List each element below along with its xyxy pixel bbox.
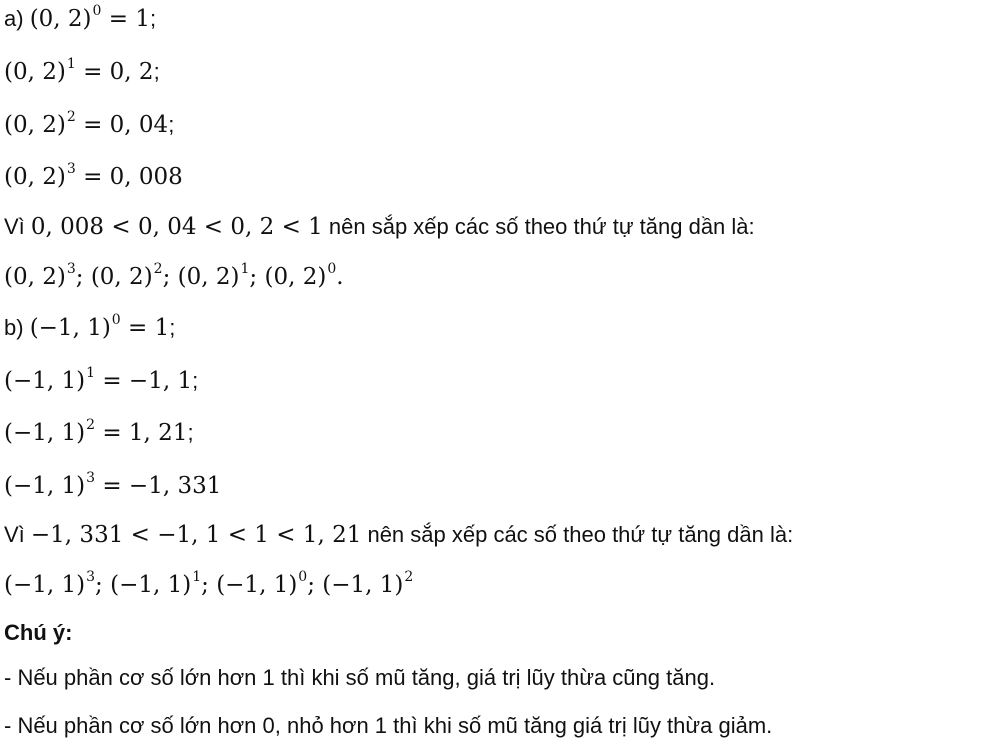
part-a-line-1: (0, 2)$^1$ = 0, 2;: [4, 56, 160, 85]
part-b-comparison: Vì −1, 331 < −1, 1 < 1 < 1, 21 nên sắp xếp các số theo thứ tự tăng dần là:: [4, 522, 794, 548]
inequality-chain: 0, 008 < 0, 04 < 0, 2 < 1: [30, 214, 323, 240]
part-b-order: [4, 570, 413, 603]
part-a-line-2: (0, 2)$^2$ = 0, 04;: [4, 109, 175, 138]
part-a-label: a): [4, 6, 24, 31]
part-b-line-0: b) (−1, 1)$^0$ = 1;: [4, 312, 176, 341]
power-expression: (0, 2)$^2$ = 0, 04: [4, 109, 169, 138]
note-item-1: - Nếu phần cơ số lớn hơn 1 thì khi số mũ tăng, giá trị lũy thừa cũng tăng.: [4, 665, 716, 690]
inequality-chain: −1, 331 < −1, 1 < 1 < 1, 21: [30, 522, 362, 548]
ordered-powers: (0, 2)$^3$; (0, 2)$^2$; (0, 2)$^1$; (0, 2)$^0$.: [4, 261, 344, 290]
part-b-line-3: [4, 471, 221, 504]
part-a-order: [4, 262, 344, 295]
part-b-line-2: (−1, 1)$^2$ = 1, 21;: [4, 417, 194, 446]
note-item-2: - Nếu phần cơ số lớn hơn 0, nhỏ hơn 1 thì khi số mũ tăng giá trị lũy thừa giảm.: [4, 713, 773, 738]
power-expression: (−1, 1)$^1$ = −1, 1: [4, 365, 193, 394]
part-a-line-0: a) (0, 2)$^0$ = 1;: [4, 3, 157, 32]
power-expression: (−1, 1)$^0$ = 1: [29, 312, 170, 341]
ordered-powers: (−1, 1)$^3$; (−1, 1)$^1$; (−1, 1)$^0$; (−1, 1)$^2$: [4, 569, 414, 598]
power-expression: (0, 2)$^0$ = 1: [29, 3, 150, 32]
power-expression: (−1, 1)$^2$ = 1, 21: [4, 417, 188, 446]
part-b-label: b): [4, 315, 24, 340]
power-expression: (−1, 1)$^3$ = −1, 331: [4, 470, 222, 499]
note-title: Chú ý:: [4, 620, 73, 645]
power-expression: (0, 2)$^3$ = 0, 008: [4, 161, 183, 190]
part-a-line-3: [4, 162, 183, 195]
part-a-comparison: Vì 0, 008 < 0, 04 < 0, 2 < 1 nên sắp xếp các số theo thứ tự tăng dần là:: [4, 214, 755, 240]
power-expression: (0, 2)$^1$ = 0, 2: [4, 56, 154, 85]
part-b-line-1: (−1, 1)$^1$ = −1, 1;: [4, 365, 199, 394]
